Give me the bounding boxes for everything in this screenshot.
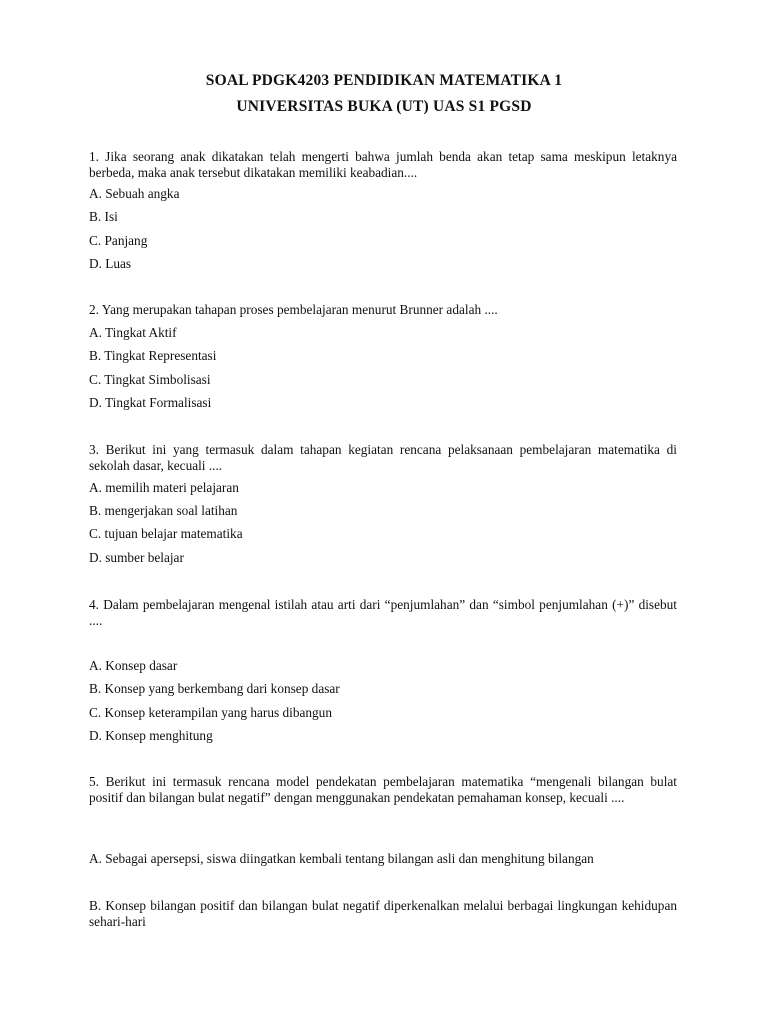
question-3-option-d: D. sumber belajar	[89, 550, 184, 565]
question-2-option-d: D. Tingkat Formalisasi	[89, 395, 212, 410]
question-3-option-c: C. tujuan belajar matematika	[89, 526, 243, 541]
question-4-option-b: B. Konsep yang berkembang dari konsep dasar	[89, 681, 340, 696]
question-2-text: 2. Yang merupakan tahapan proses pembelajaran menurut Brunner adalah ....	[89, 302, 498, 317]
question-2-option-a: A. Tingkat Aktif	[89, 325, 177, 340]
question-5-text: 5. Berikut ini termasuk rencana model pendekatan pembelajaran matematika “mengenali bilangan bulat positif dan bilangan bulat negatif” dengan menggunakan pendekatan pemahaman konsep, kecuali ....	[89, 774, 677, 805]
question-3-text: 3. Berikut ini yang termasuk dalam tahapan kegiatan rencana pelaksanaan pembelajaran matematika di sekolah dasar, kecuali ....	[89, 442, 677, 473]
question-5-option-a: A. Sebagai apersepsi, siswa diingatkan kembali tentang bilangan asli dan menghitung bilangan	[89, 851, 594, 866]
question-2-option-c: C. Tingkat Simbolisasi	[89, 372, 211, 387]
question-1-option-b: B. Isi	[89, 209, 118, 224]
question-3-option-b: B. mengerjakan soal latihan	[89, 503, 238, 518]
question-4-text: 4. Dalam pembelajaran mengenal istilah atau arti dari “penjumlahan” dan “simbol penjumlahan (+)” disebut ....	[89, 597, 677, 628]
question-4-option-a: A. Konsep dasar	[89, 658, 178, 673]
question-1-option-a: A. Sebuah angka	[89, 186, 180, 201]
question-5-option-b: B. Konsep bilangan positif dan bilangan bulat negatif diperkenalkan melalui berbagai lingkungan kehidupan sehari-hari	[89, 898, 677, 929]
question-4-option-d: D. Konsep menghitung	[89, 728, 213, 743]
question-3-option-a: A. memilih materi pelajaran	[89, 480, 239, 495]
question-1-text: 1. Jika seorang anak dikatakan telah mengerti bahwa jumlah benda akan tetap sama meskipun letaknya berbeda, maka anak tersebut dikatakan memiliki keabadian....	[89, 149, 677, 180]
document-subtitle: UNIVERSITAS BUKA (UT) UAS S1 PGSD	[236, 98, 532, 115]
question-4-option-c: C. Konsep keterampilan yang harus dibangun	[89, 705, 332, 720]
question-2-option-b: B. Tingkat Representasi	[89, 348, 217, 363]
document-title: SOAL PDGK4203 PENDIDIKAN MATEMATIKA 1	[205, 72, 563, 89]
question-1-option-d: D. Luas	[89, 256, 132, 271]
question-1-option-c: C. Panjang	[89, 233, 148, 248]
